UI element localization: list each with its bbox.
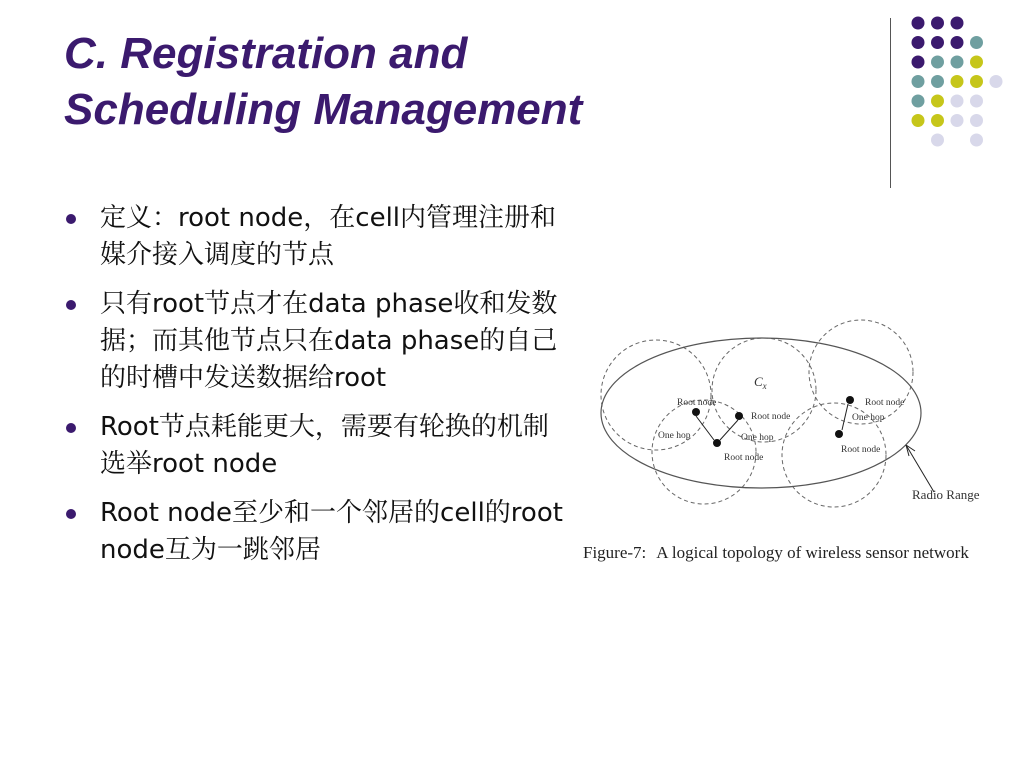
label-one-hop-center: One hop — [741, 433, 774, 443]
label-one-hop-right: One hop — [852, 413, 885, 423]
decorative-dot — [931, 17, 944, 30]
decorative-dot — [931, 56, 944, 69]
label-radio-range: Radio Range — [912, 487, 980, 502]
cell-label-sub: x — [762, 381, 767, 391]
decorative-dot — [931, 114, 944, 127]
node-bottom — [713, 439, 721, 447]
decorative-dot — [912, 114, 925, 127]
bullet-definition: 定义：root node，在cell内管理注册和媒介接入调度的节点 — [64, 200, 564, 274]
decorative-dot — [970, 36, 983, 49]
decorative-dot — [990, 75, 1003, 88]
cell-label — [754, 374, 767, 391]
title-line-2: Scheduling Management — [64, 85, 583, 134]
bullet-root-energy: Root节点耗能更大，需要有轮换的机制选举root node — [64, 409, 564, 483]
title-line-1: C. Registration and — [64, 29, 468, 78]
figure-caption-text: A logical topology of wireless sensor network — [656, 543, 969, 562]
radio-range-circle-right-top — [809, 320, 913, 424]
decorative-dot — [951, 75, 964, 88]
decorative-dot — [970, 134, 983, 147]
bullet-root-neighbor: Root node至少和一个邻居的cell的root node互为一跳邻居 — [64, 495, 564, 569]
figure-caption-number: Figure-7: — [583, 543, 647, 562]
decorative-dot — [912, 17, 925, 30]
decorative-dot — [931, 134, 944, 147]
decorative-dot — [951, 56, 964, 69]
figure-caption — [583, 543, 1023, 563]
decorative-dot — [951, 114, 964, 127]
cell-label-main: C — [754, 374, 763, 389]
bullet-list — [64, 200, 564, 581]
node-right-bottom — [835, 430, 843, 438]
decorative-dot — [931, 36, 944, 49]
label-root-node-right-top: Root node — [865, 398, 905, 408]
node-left — [692, 408, 700, 416]
hop-link-center-bottom — [720, 420, 738, 440]
label-root-node-center: Root node — [751, 412, 791, 422]
topology-figure — [576, 310, 1020, 580]
decorative-dot — [931, 75, 944, 88]
decorative-dot — [970, 95, 983, 108]
node-right-top — [846, 396, 854, 404]
label-root-node-left: Root node — [677, 398, 717, 408]
decorative-dot — [951, 17, 964, 30]
decorative-dot — [912, 56, 925, 69]
node-center — [735, 412, 743, 420]
decorative-dot — [912, 75, 925, 88]
decorative-dot — [970, 56, 983, 69]
radio-range-arrow — [906, 445, 934, 492]
decorative-dot-grid — [0, 0, 1024, 200]
decorative-dot — [951, 95, 964, 108]
bullet-root-data-phase: 只有root节点才在data phase收和发数据；而其他节点只在data phase的自己的时槽中发送数据给root — [64, 286, 564, 397]
hop-link-right — [842, 404, 848, 430]
decorative-dot — [912, 95, 925, 108]
label-one-hop-left: One hop — [658, 431, 691, 441]
decorative-dot — [951, 36, 964, 49]
label-root-node-right-bottom: Root node — [841, 445, 881, 455]
decorative-dot — [970, 114, 983, 127]
decorative-dot — [931, 95, 944, 108]
decorative-dot — [912, 36, 925, 49]
label-root-node-bottom: Root node — [724, 453, 764, 463]
hop-link-left-bottom — [696, 416, 714, 440]
decorative-dot — [970, 75, 983, 88]
